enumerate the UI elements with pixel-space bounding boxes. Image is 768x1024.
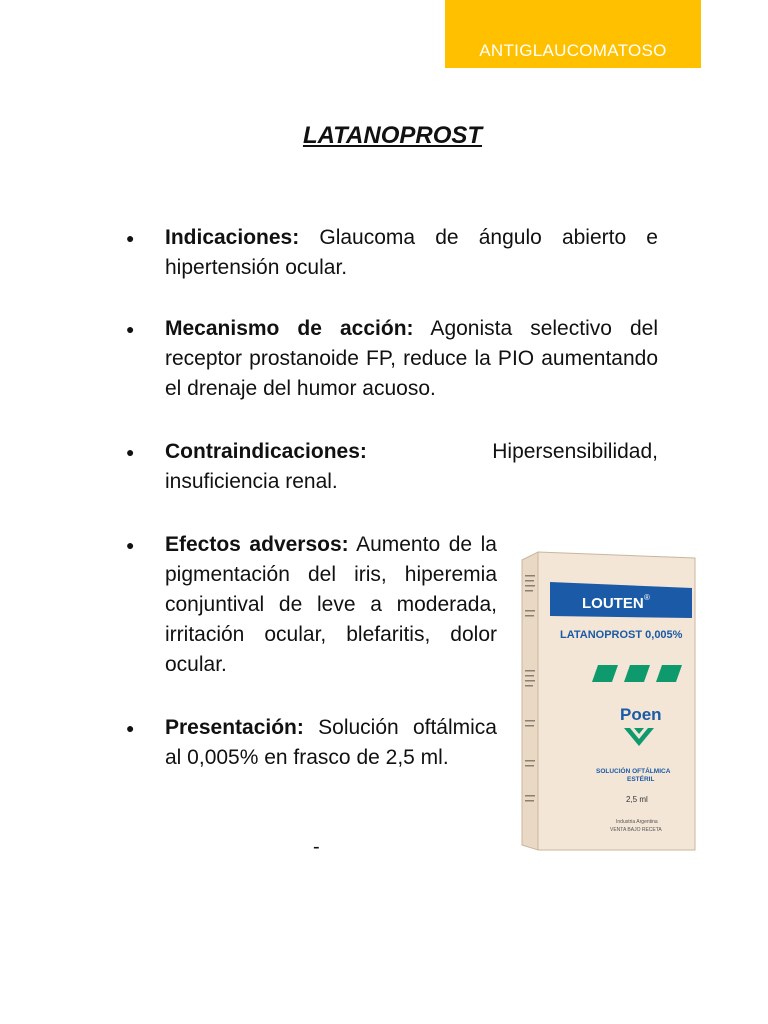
category-tag (445, 0, 701, 68)
item-text: Hipersensibilidad, insuficiencia renal. (165, 440, 658, 493)
category-label: ANTIGLAUCOMATOSO (479, 41, 667, 60)
item-text: Glaucoma de ángulo abierto e hipertensión ocular. (165, 226, 658, 279)
product-box-image (520, 550, 700, 855)
product-name: LATANOPROST 0,005% (560, 629, 683, 641)
item-text: Aumento de la pigmentación del iris, hiperemia conjuntival de leve a moderada, irritación ocular, blefaritis, dolor ocular. (165, 533, 497, 676)
product-box-illustration (520, 550, 700, 855)
bullet-icon: ● (126, 720, 135, 736)
item-label: Mecanismo de acción: (165, 317, 414, 340)
product-form-line1: SOLUCIÓN OFTÁLMICA (596, 768, 671, 775)
item-text: Solución oftálmica al 0,005% en frasco de 2,5 ml. (165, 716, 497, 769)
item-label: Indicaciones: (165, 226, 300, 249)
item-label: Presentación: (165, 716, 304, 739)
page-title: LATANOPROST (302, 122, 483, 149)
product-volume: 2,5 ml (626, 795, 648, 804)
trailing-mark: - (313, 836, 320, 858)
item-label: Contraindicaciones: (165, 440, 367, 463)
list-item (126, 530, 497, 680)
bullet-icon: ● (126, 230, 135, 246)
product-brand: LOUTEN (582, 595, 644, 612)
list-item (126, 223, 658, 283)
product-origin: Industria Argentina (616, 819, 658, 825)
bullet-icon: ● (126, 537, 135, 553)
list-item (126, 437, 658, 497)
product-maker: Poen (620, 705, 662, 724)
bullet-icon: ● (126, 444, 135, 460)
list-item (126, 713, 497, 773)
item-label: Efectos adversos: (165, 533, 349, 556)
item-text: Agonista selectivo del receptor prostanoide FP, reduce la PIO aumentando el drenaje del humor acuoso. (165, 317, 659, 400)
bullet-icon: ● (126, 321, 135, 337)
product-sale: VENTA BAJO RECETA (610, 827, 662, 833)
product-registered: ® (644, 593, 650, 602)
product-form-line2: ESTÉRIL (627, 776, 655, 783)
list-item (126, 314, 659, 404)
